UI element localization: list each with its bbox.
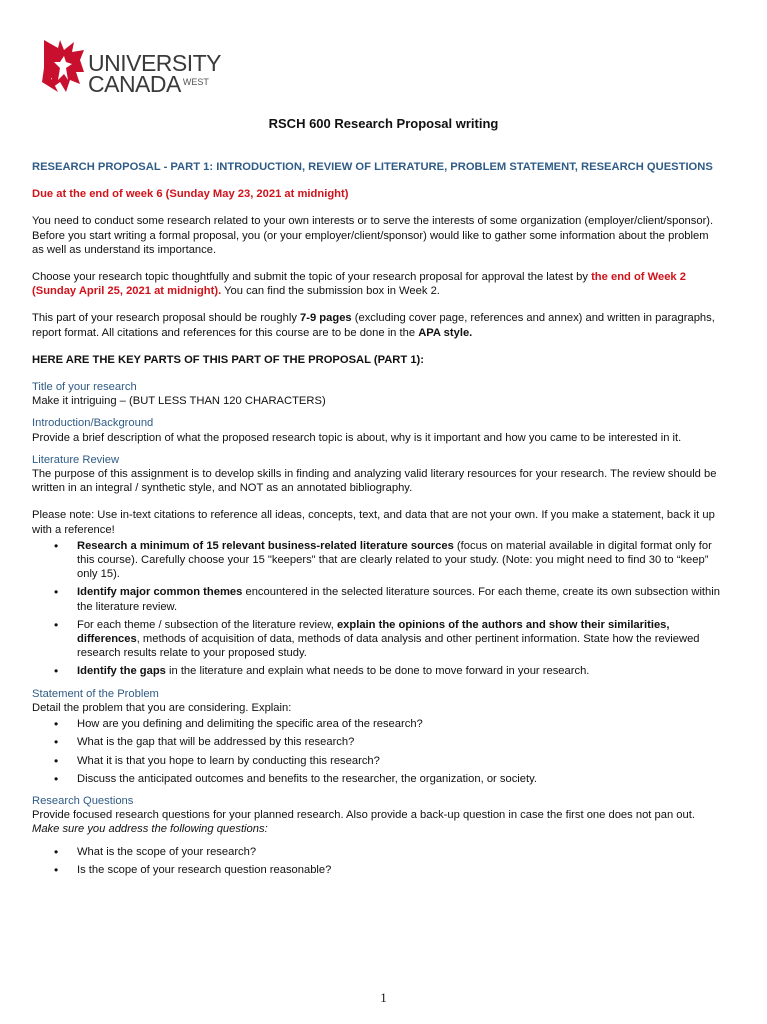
lit-item-2-text: encountered in the selected literature sources. For each theme, create its own subsection within the literature review. — [77, 586, 720, 613]
logo-line-1: UNIVERSITY — [88, 50, 222, 76]
title-section-heading: Title of your research — [32, 381, 137, 394]
list-item — [77, 585, 722, 613]
list-item — [77, 618, 722, 661]
list-item — [77, 539, 722, 582]
title-section-text: Make it intriguing – (BUT LESS THAN 120 CHARACTERS) — [32, 395, 326, 408]
length-text-a: This part of your research proposal should be roughly — [32, 312, 301, 325]
intro-section-heading: Introduction/Background — [32, 417, 154, 430]
intro-paragraph: You need to conduct some research related to your own interests or to serve the interests of some organization (employer/client/sponsor). Before you start writing a formal proposal, you (or your employer/client/sponsor) would like to gather some information about the problem as well as understand its importance. — [32, 215, 714, 256]
lit-item-3-text: , methods of acquisition of data, methods of data analysis and other pertinent information. State how the reviewed research results relate to your proposed study. — [77, 633, 700, 660]
due-date: Due at the end of week 6 (Sunday May 23, 2021 at midnight) — [32, 188, 349, 201]
length-paragraph — [32, 311, 722, 339]
part-heading: RESEARCH PROPOSAL - PART 1: INTRODUCTION, REVIEW OF LITERATURE, PROBLEM STATEMENT, RESEARCH QUESTIONS — [32, 161, 713, 173]
maple-leaf-icon — [40, 38, 86, 94]
university-logo — [40, 38, 240, 98]
citation-note: Please note: Use in-text citations to reference all ideas, concepts, text, and data that are not your own. If you make a statement, back it up with a reference! — [32, 509, 715, 536]
lit-item-2-bold: Identify major common themes — [77, 586, 243, 599]
rq-text: Provide focused research questions for your planned research. Also provide a back-up question in case the first one does not pan out. — [32, 809, 695, 822]
problem-section-heading: Statement of the Problem — [32, 687, 159, 700]
lit-item-1-bold: Research a minimum of 15 relevant business-related literature sources — [77, 539, 454, 552]
document-body — [32, 160, 722, 881]
topic-text-b: You can find the submission box in Week 2. — [221, 285, 440, 298]
page-number: 1 — [380, 990, 387, 1005]
list-item: • Is the scope of your research question reasonable? — [77, 863, 722, 877]
rq-section-heading: Research Questions — [32, 794, 134, 807]
list-item: • Discuss the anticipated outcomes and benefits to the researcher, the organization, or society. — [77, 772, 722, 786]
list-item: • What is the gap that will be addressed by this research? — [77, 735, 722, 749]
lit-item-4-text: in the literature and explain what needs to be done to move forward in your research. — [165, 665, 590, 678]
length-pages: 7-9 pages — [300, 312, 352, 325]
problem-section-text: Detail the problem that you are considering. Explain: — [32, 701, 292, 714]
list-item: • What it is that you hope to learn by conducting this research? — [77, 754, 722, 768]
list-item: • How are you defining and delimiting the specific area of the research? — [77, 717, 722, 731]
problem-list — [32, 717, 722, 786]
logo-wordmark — [88, 52, 221, 96]
logo-line-3: WEST — [182, 77, 209, 87]
lit-item-4-bold: Identify the gaps — [77, 665, 166, 678]
intro-section-text: Provide a brief description of what the proposed research topic is about, why is it important and how you came to be interested in it. — [32, 431, 682, 444]
page-title: RSCH 600 Research Proposal writing — [268, 116, 499, 131]
logo-line-2: CANADA — [88, 71, 181, 97]
topic-text-a: Choose your research topic thoughtfully and submit the topic of your research proposal for approval the latest by — [32, 271, 592, 284]
lit-item-3-text-a: For each theme / subsection of the literature review, — [77, 618, 337, 631]
lit-section-heading: Literature Review — [32, 453, 120, 466]
rq-section-text — [32, 808, 722, 836]
rq-italic: Make sure you address the following questions: — [32, 823, 268, 836]
lit-item-3-bold: explain the opinions of the authors and show their similarities, differences — [77, 618, 670, 646]
topic-deadline: the end of Week 2 (Sunday April 25, 2021 at midnight). — [32, 271, 686, 298]
list-item — [77, 664, 722, 678]
key-parts-heading: HERE ARE THE KEY PARTS OF THIS PART OF THE PROPOSAL (PART 1): — [32, 353, 425, 366]
lit-list — [32, 539, 722, 679]
length-text-b: (excluding cover page, references and annex) and written in paragraphs, report format. All citations and references for this course are to be done in the — [32, 312, 715, 339]
rq-list — [32, 845, 722, 877]
lit-section-text: The purpose of this assignment is to develop skills in finding and analyzing valid literary resources for your research. The review should be written in an integral / synthetic style, and NOT as an annotated bibliography. — [32, 468, 717, 495]
list-item: • What is the scope of your research? — [77, 845, 722, 859]
lit-item-1-text: (focus on material available in digital format only for this course). Carefully choose your 15 "keepers" that are clearly related to your study. (Note: you might need to find 30 to “keep” only 15). — [77, 539, 712, 581]
length-apa: APA style. — [418, 326, 473, 339]
topic-paragraph — [32, 270, 722, 298]
